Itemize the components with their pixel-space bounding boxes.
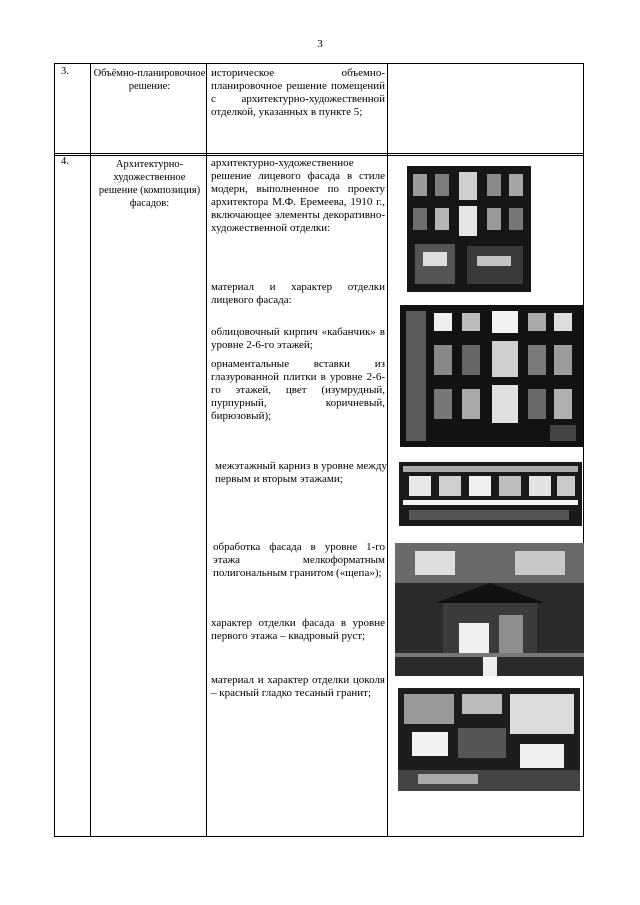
row-title: Архитектурно-художественное решение (композиция) фасадов: xyxy=(98,159,201,209)
page-number: 3 xyxy=(317,38,323,50)
description-block: облицовочный кирпич «кабанчик» в уровне 2-6-го этажей; xyxy=(211,326,385,351)
description-block: межэтажный карниз в уровне между первым и вторым этажами; xyxy=(215,460,387,485)
row-description: историческое объемно-планировочное решение помещений с архитектурно-художественной отделкой, указанных в пункте 5; xyxy=(211,67,385,118)
column-divider xyxy=(206,64,207,836)
row-number: 3. xyxy=(61,66,69,77)
cornice-photo xyxy=(399,462,582,526)
description-block: характер отделки фасада в уровне первого этажа – квадровый руст; xyxy=(211,617,385,642)
description-block: архитектурно-художественное решение лицевого фасада в стиле модерн, выполненное по проекту архитектора М.Ф. Еремеева, 1910 г., включающее элементы декоративно- художественной отделки: xyxy=(211,157,385,234)
monument-features-table xyxy=(54,63,584,837)
description-block: материал и характер отделки цоколя – красный гладко тесаный гранит; xyxy=(211,674,385,699)
ground-floor-photo xyxy=(395,543,584,676)
column-divider xyxy=(387,64,388,836)
description-block: обработка фасада в уровне 1-го этажа мелкоформатным полигональным гранитом («щепа»); xyxy=(213,541,385,579)
row-number: 4. xyxy=(61,156,69,167)
row-divider xyxy=(55,153,583,156)
facade-photo-tiles xyxy=(400,305,583,447)
plinth-photo xyxy=(398,688,580,791)
description-block: материал и характер отделки лицевого фасада: xyxy=(211,281,385,306)
column-divider xyxy=(90,64,91,836)
description-block: орнаментальные вставки из глазурованной плитки в уровне 2-6-го этажей, цвет (изумрудный, пурпурный, коричневый, бирюзовый); xyxy=(211,358,385,422)
row-title: Объёмно-планировочное решение: xyxy=(93,68,206,92)
facade-photo-upper xyxy=(407,166,531,292)
